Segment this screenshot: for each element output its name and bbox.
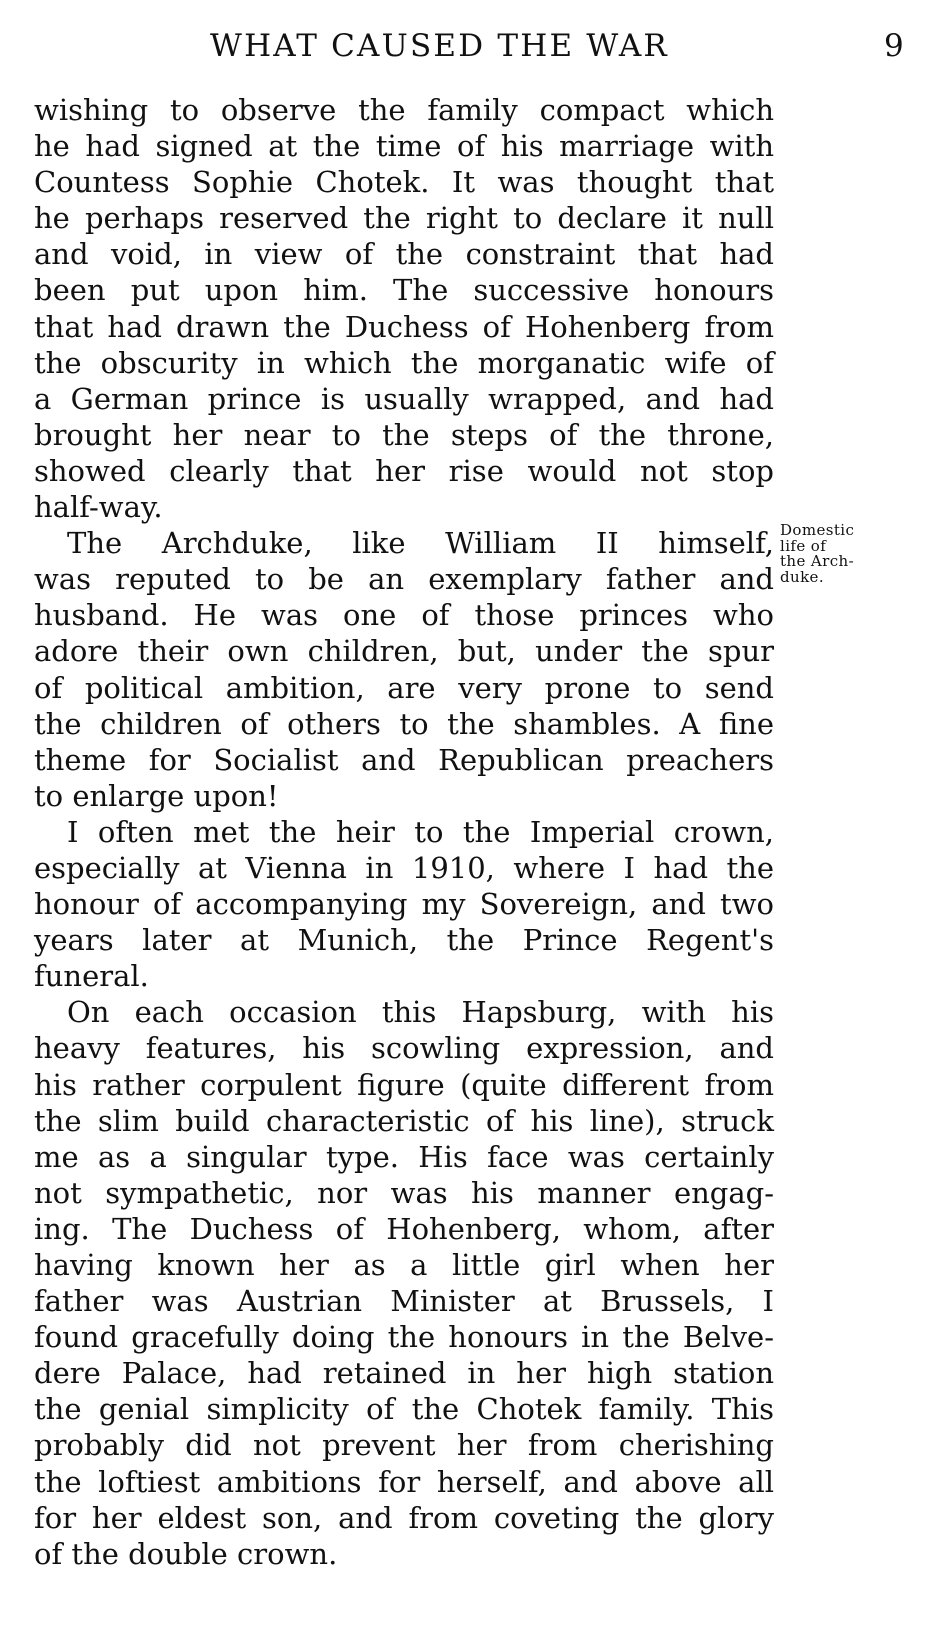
margin-note-line: duke. <box>780 567 824 586</box>
text-line: theme for Socialist and Republican preachers <box>34 742 774 777</box>
text-line: he had signed at the time of his marriage with <box>34 129 774 164</box>
text-line: having known her as a little girl when her <box>34 1248 774 1282</box>
text-line: for her eldest son, and from coveting the glory <box>34 1500 774 1535</box>
text-line: husband. He was one of those princes who <box>34 598 774 633</box>
margin-note-line: life of <box>780 536 827 555</box>
text-line: brought her near to the steps of the throne, <box>34 417 774 452</box>
text-line: a German prince is usually wrapped, and had <box>34 381 774 416</box>
text-line: dere Palace, had retained in her high station <box>34 1356 774 1391</box>
margin-note <box>780 523 910 585</box>
text-line: and void, in view of the constraint that had <box>34 237 774 272</box>
paragraph-start-line: On each occasion this Hapsburg, with his <box>67 995 774 1030</box>
text-line: the children of others to the shambles. A fine <box>34 706 774 741</box>
text-line: ing. The Duchess of Hohenberg, whom, after <box>34 1211 774 1246</box>
text-line: showed clearly that her rise would not stop <box>34 453 774 488</box>
text-line: he perhaps reserved the right to declare it null <box>34 201 774 236</box>
paragraph-end-line: funeral. <box>34 959 149 994</box>
text-line: years later at Munich, the Prince Regent's <box>34 923 774 958</box>
text-line: probably did not prevent her from cherishing <box>34 1428 774 1463</box>
text-line: the slim build characteristic of his line), struck <box>34 1103 774 1138</box>
text-line: honour of accompanying my Sovereign, and two <box>34 887 774 922</box>
text-line: adore their own children, but, under the spur <box>34 634 774 669</box>
text-line: wishing to observe the family compact which <box>34 93 774 127</box>
paragraph-start-line: The Archduke, like William II himself, <box>67 526 774 561</box>
margin-note-line: the Arch- <box>780 552 855 570</box>
text-line: found gracefully doing the honours in the Belve- <box>34 1320 774 1355</box>
paragraph-end-line: of the double crown. <box>34 1536 338 1571</box>
paragraph-start-line: I often met the heir to the Imperial crown, <box>67 814 774 849</box>
text-line: father was Austrian Minister at Brussels, I <box>34 1284 774 1319</box>
text-line: his rather corpulent figure (quite different from <box>34 1067 774 1102</box>
body-text <box>34 92 774 1572</box>
text-line: heavy features, his scowling expression, and <box>34 1031 774 1066</box>
text-line: the obscurity in which the morganatic wife of <box>34 345 774 380</box>
text-line: the loftiest ambitions for herself, and above all <box>34 1464 774 1499</box>
text-line: not sympathetic, nor was his manner engag- <box>34 1175 774 1210</box>
text-line: of political ambition, are very prone to send <box>34 670 774 705</box>
text-line: Countess Sophie Chotek. It was thought that <box>34 165 774 200</box>
text-line: was reputed to be an exemplary father and <box>34 562 774 597</box>
paragraph-end-line: half-way. <box>34 490 163 525</box>
text-line: been put upon him. The successive honours <box>34 273 774 308</box>
page-number: 9 <box>884 28 904 64</box>
paragraph-end-line: to enlarge upon! <box>34 778 279 813</box>
running-head: WHAT CAUSED THE WAR <box>210 28 669 64</box>
text-line: that had drawn the Duchess of Hohenberg from <box>34 309 774 344</box>
text-line: me as a singular type. His face was certainly <box>34 1139 774 1174</box>
margin-note-line: Domestic <box>780 521 855 539</box>
text-line: the genial simplicity of the Chotek family. This <box>34 1392 774 1427</box>
text-line: especially at Vienna in 1910, where I had the <box>34 850 774 885</box>
